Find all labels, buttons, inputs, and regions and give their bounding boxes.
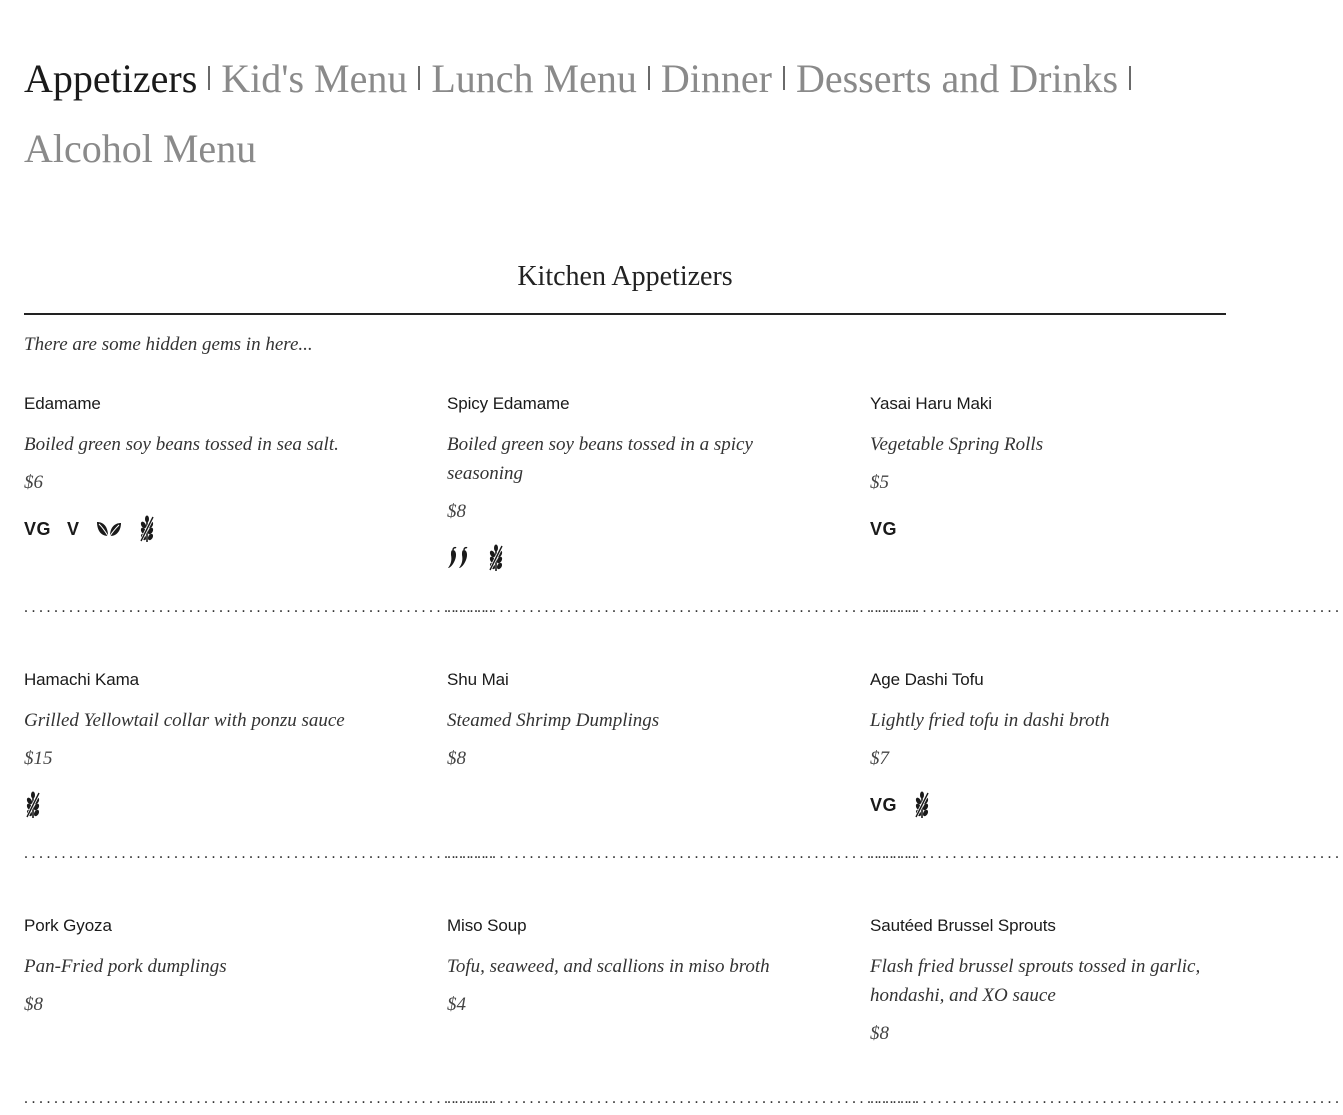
menu-item	[24, 393, 382, 543]
tab-lunch-menu[interactable]: Lunch Menu	[431, 56, 637, 101]
gluten-free-icon	[24, 791, 42, 819]
section-divider	[24, 313, 1226, 315]
section-intro: There are some hidden gems in here...	[24, 334, 313, 355]
item-price: $8	[24, 994, 43, 1015]
dietary-icons	[870, 791, 1228, 819]
section-title: Kitchen Appetizers	[517, 261, 733, 292]
item-divider: ...............................................................	[24, 1090, 497, 1107]
item-description: Grilled Yellowtail collar with ponzu sauce	[24, 710, 345, 731]
tab-kids-menu[interactable]: Kid's Menu	[221, 56, 408, 101]
item-description: Pan-Fried pork dumplings	[24, 956, 227, 977]
item-name: Yasai Haru Maki	[870, 394, 992, 413]
menu-item	[870, 393, 1228, 543]
item-name: Shu Mai	[447, 670, 509, 689]
dietary-icons	[447, 544, 805, 572]
dietary-icons	[24, 791, 382, 819]
menu-item	[447, 669, 805, 769]
dietary-icons	[24, 515, 382, 543]
item-divider: ...............................................................	[870, 845, 1343, 862]
item-name: Hamachi Kama	[24, 670, 140, 689]
vegan-badge: VG	[24, 518, 52, 539]
tab-dinner[interactable]: Dinner	[660, 56, 772, 101]
tab-desserts-and-drinks[interactable]: Desserts and Drinks	[795, 56, 1119, 101]
menu-item	[870, 669, 1228, 819]
item-divider: ...............................................................	[870, 599, 1343, 616]
item-name: Spicy Edamame	[447, 394, 570, 413]
item-description: Flash fried brussel sprouts tossed in garlic, hondashi, and XO sauce	[870, 956, 1201, 1006]
menu-item	[24, 915, 382, 1015]
item-price: $15	[24, 748, 53, 769]
item-divider: ...............................................................	[447, 845, 920, 862]
plant-based-icon	[96, 520, 122, 538]
dietary-icons	[870, 515, 1228, 543]
tab-alcohol-menu[interactable]: Alcohol Menu	[24, 126, 257, 171]
item-name: Pork Gyoza	[24, 916, 112, 935]
menu-tabs	[24, 44, 1214, 184]
item-price: $4	[447, 994, 466, 1015]
item-price: $8	[447, 748, 466, 769]
item-name: Edamame	[24, 394, 101, 413]
item-description: Boiled green soy beans tossed in a spicy seasoning	[447, 434, 753, 484]
menu-item	[870, 915, 1228, 1044]
item-description: Tofu, seaweed, and scallions in miso broth	[447, 956, 770, 977]
item-price: $8	[447, 501, 466, 522]
gluten-free-icon	[487, 544, 505, 572]
item-price: $7	[870, 748, 889, 769]
item-description: Boiled green soy beans tossed in sea salt.	[24, 434, 339, 455]
vegetarian-badge: V	[67, 518, 80, 539]
spicy-icon	[447, 547, 471, 569]
item-divider: ...............................................................	[24, 599, 497, 616]
tab-separator	[418, 66, 420, 90]
item-description: Vegetable Spring Rolls	[870, 434, 1044, 455]
item-description: Steamed Shrimp Dumplings	[447, 710, 660, 731]
item-price: $8	[870, 1023, 889, 1044]
menu-item	[447, 915, 805, 1015]
tab-separator	[208, 66, 210, 90]
tab-separator	[648, 66, 650, 90]
item-name: Age Dashi Tofu	[870, 670, 984, 689]
gluten-free-icon	[913, 791, 931, 819]
item-name: Miso Soup	[447, 916, 527, 935]
gluten-free-icon	[138, 515, 156, 543]
tab-separator	[783, 66, 785, 90]
item-price: $6	[24, 472, 43, 493]
item-divider: ...............................................................	[447, 599, 920, 616]
item-name: Sautéed Brussel Sprouts	[870, 916, 1056, 935]
vegan-badge: VG	[870, 518, 898, 539]
menu-item	[24, 669, 382, 819]
tab-separator	[1129, 66, 1131, 90]
vegan-badge: VG	[870, 794, 898, 815]
item-divider: ...............................................................	[447, 1090, 920, 1107]
tab-appetizers[interactable]: Appetizers	[24, 56, 198, 101]
item-description: Lightly fried tofu in dashi broth	[870, 710, 1110, 731]
item-price: $5	[870, 472, 889, 493]
item-divider: ...............................................................	[24, 845, 497, 862]
item-divider: ...............................................................	[870, 1090, 1343, 1107]
menu-item	[447, 393, 805, 572]
